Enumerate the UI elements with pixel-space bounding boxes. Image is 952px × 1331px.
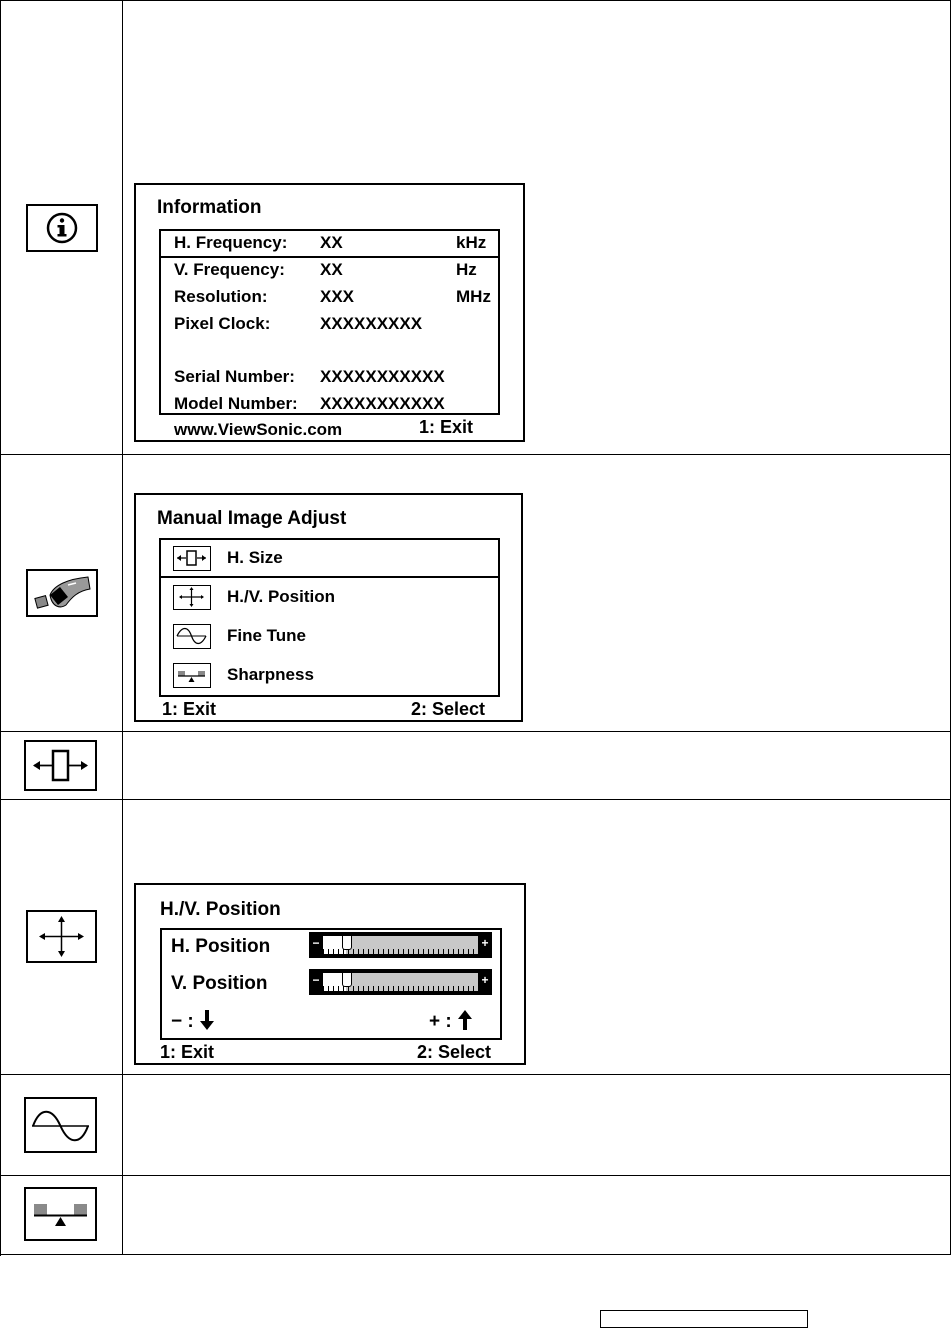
row-divider: [0, 1175, 951, 1176]
info-row-value: XXXXXXXXXXX: [320, 394, 445, 413]
info-row-value: XXXXXXXXX: [320, 314, 423, 333]
info-row-label: H. Frequency:: [174, 233, 288, 252]
minus-hint-text: − :: [171, 1011, 194, 1032]
minus-hint: [171, 1009, 215, 1033]
info-row-unit: Hz: [456, 260, 477, 279]
page-number-box: [600, 1310, 808, 1328]
osd-footer-exit: 1: Exit: [419, 417, 474, 437]
slider-minus: −: [312, 936, 320, 950]
column-divider: [122, 0, 123, 1255]
v-position-knob[interactable]: [342, 972, 352, 987]
right-border: [950, 0, 951, 1255]
slider-plus: +: [481, 936, 489, 950]
osd-footer-exit: 1: Exit: [162, 699, 217, 719]
manual-image-adjust-osd: [134, 493, 523, 722]
menu-item-sharpness[interactable]: Sharpness: [227, 665, 314, 684]
info-row-label: Serial Number:: [174, 367, 295, 386]
info-row-unit: kHz: [456, 233, 487, 252]
row-divider: [0, 731, 951, 732]
osd-title: H./V. Position: [160, 899, 281, 920]
h-size-icon: [173, 546, 211, 571]
arrow-down-icon: [199, 1009, 215, 1031]
osd-title: Manual Image Adjust: [157, 508, 347, 529]
information-icon: [26, 204, 98, 252]
row-divider: [0, 1074, 951, 1075]
information-osd: [134, 183, 525, 442]
h-position-label: H. Position: [171, 936, 271, 957]
hv-position-icon: [26, 910, 97, 963]
info-row-value: XXX: [320, 287, 355, 306]
info-row-unit: MHz: [456, 287, 491, 306]
slider-minus: −: [312, 973, 320, 987]
h-size-icon: [24, 740, 97, 791]
info-row-label: V. Frequency:: [174, 260, 285, 279]
manual-image-adjust-icon: [26, 569, 98, 617]
row-divider: [0, 1254, 951, 1255]
info-row-value: XX: [320, 233, 343, 252]
osd-footer-url: www.ViewSonic.com: [174, 420, 343, 439]
fine-tune-icon: [173, 624, 211, 649]
plus-hint-text: + :: [429, 1011, 452, 1032]
fine-tune-icon: [24, 1097, 97, 1153]
osd-footer-exit: 1: Exit: [160, 1042, 215, 1062]
hv-position-icon: [173, 585, 211, 610]
v-position-slider[interactable]: [309, 969, 492, 995]
h-position-knob[interactable]: [342, 935, 352, 950]
info-row-label: Resolution:: [174, 287, 268, 306]
row-divider: [0, 799, 951, 800]
info-row-label: Model Number:: [174, 394, 298, 413]
osd-footer-select: 2: Select: [411, 699, 486, 719]
slider-plus: +: [481, 973, 489, 987]
menu-item-hv-position[interactable]: H./V. Position: [227, 587, 336, 606]
hv-position-osd: [134, 883, 526, 1065]
info-row-label: Pixel Clock:: [174, 314, 271, 333]
menu-item-fine-tune[interactable]: Fine Tune: [227, 626, 307, 645]
menu-item-h-size[interactable]: H. Size: [227, 548, 283, 567]
v-position-label: V. Position: [171, 973, 268, 994]
h-position-slider[interactable]: [309, 932, 492, 958]
row-divider: [0, 454, 951, 455]
arrow-up-icon: [457, 1009, 473, 1031]
sharpness-icon: [173, 663, 211, 688]
info-row-value: XX: [320, 260, 343, 279]
osd-title: Information: [157, 197, 262, 218]
sharpness-icon: [24, 1187, 97, 1241]
osd-footer-select: 2: Select: [417, 1042, 492, 1062]
info-row-value: XXXXXXXXXXX: [320, 367, 445, 386]
plus-hint: [429, 1009, 473, 1033]
